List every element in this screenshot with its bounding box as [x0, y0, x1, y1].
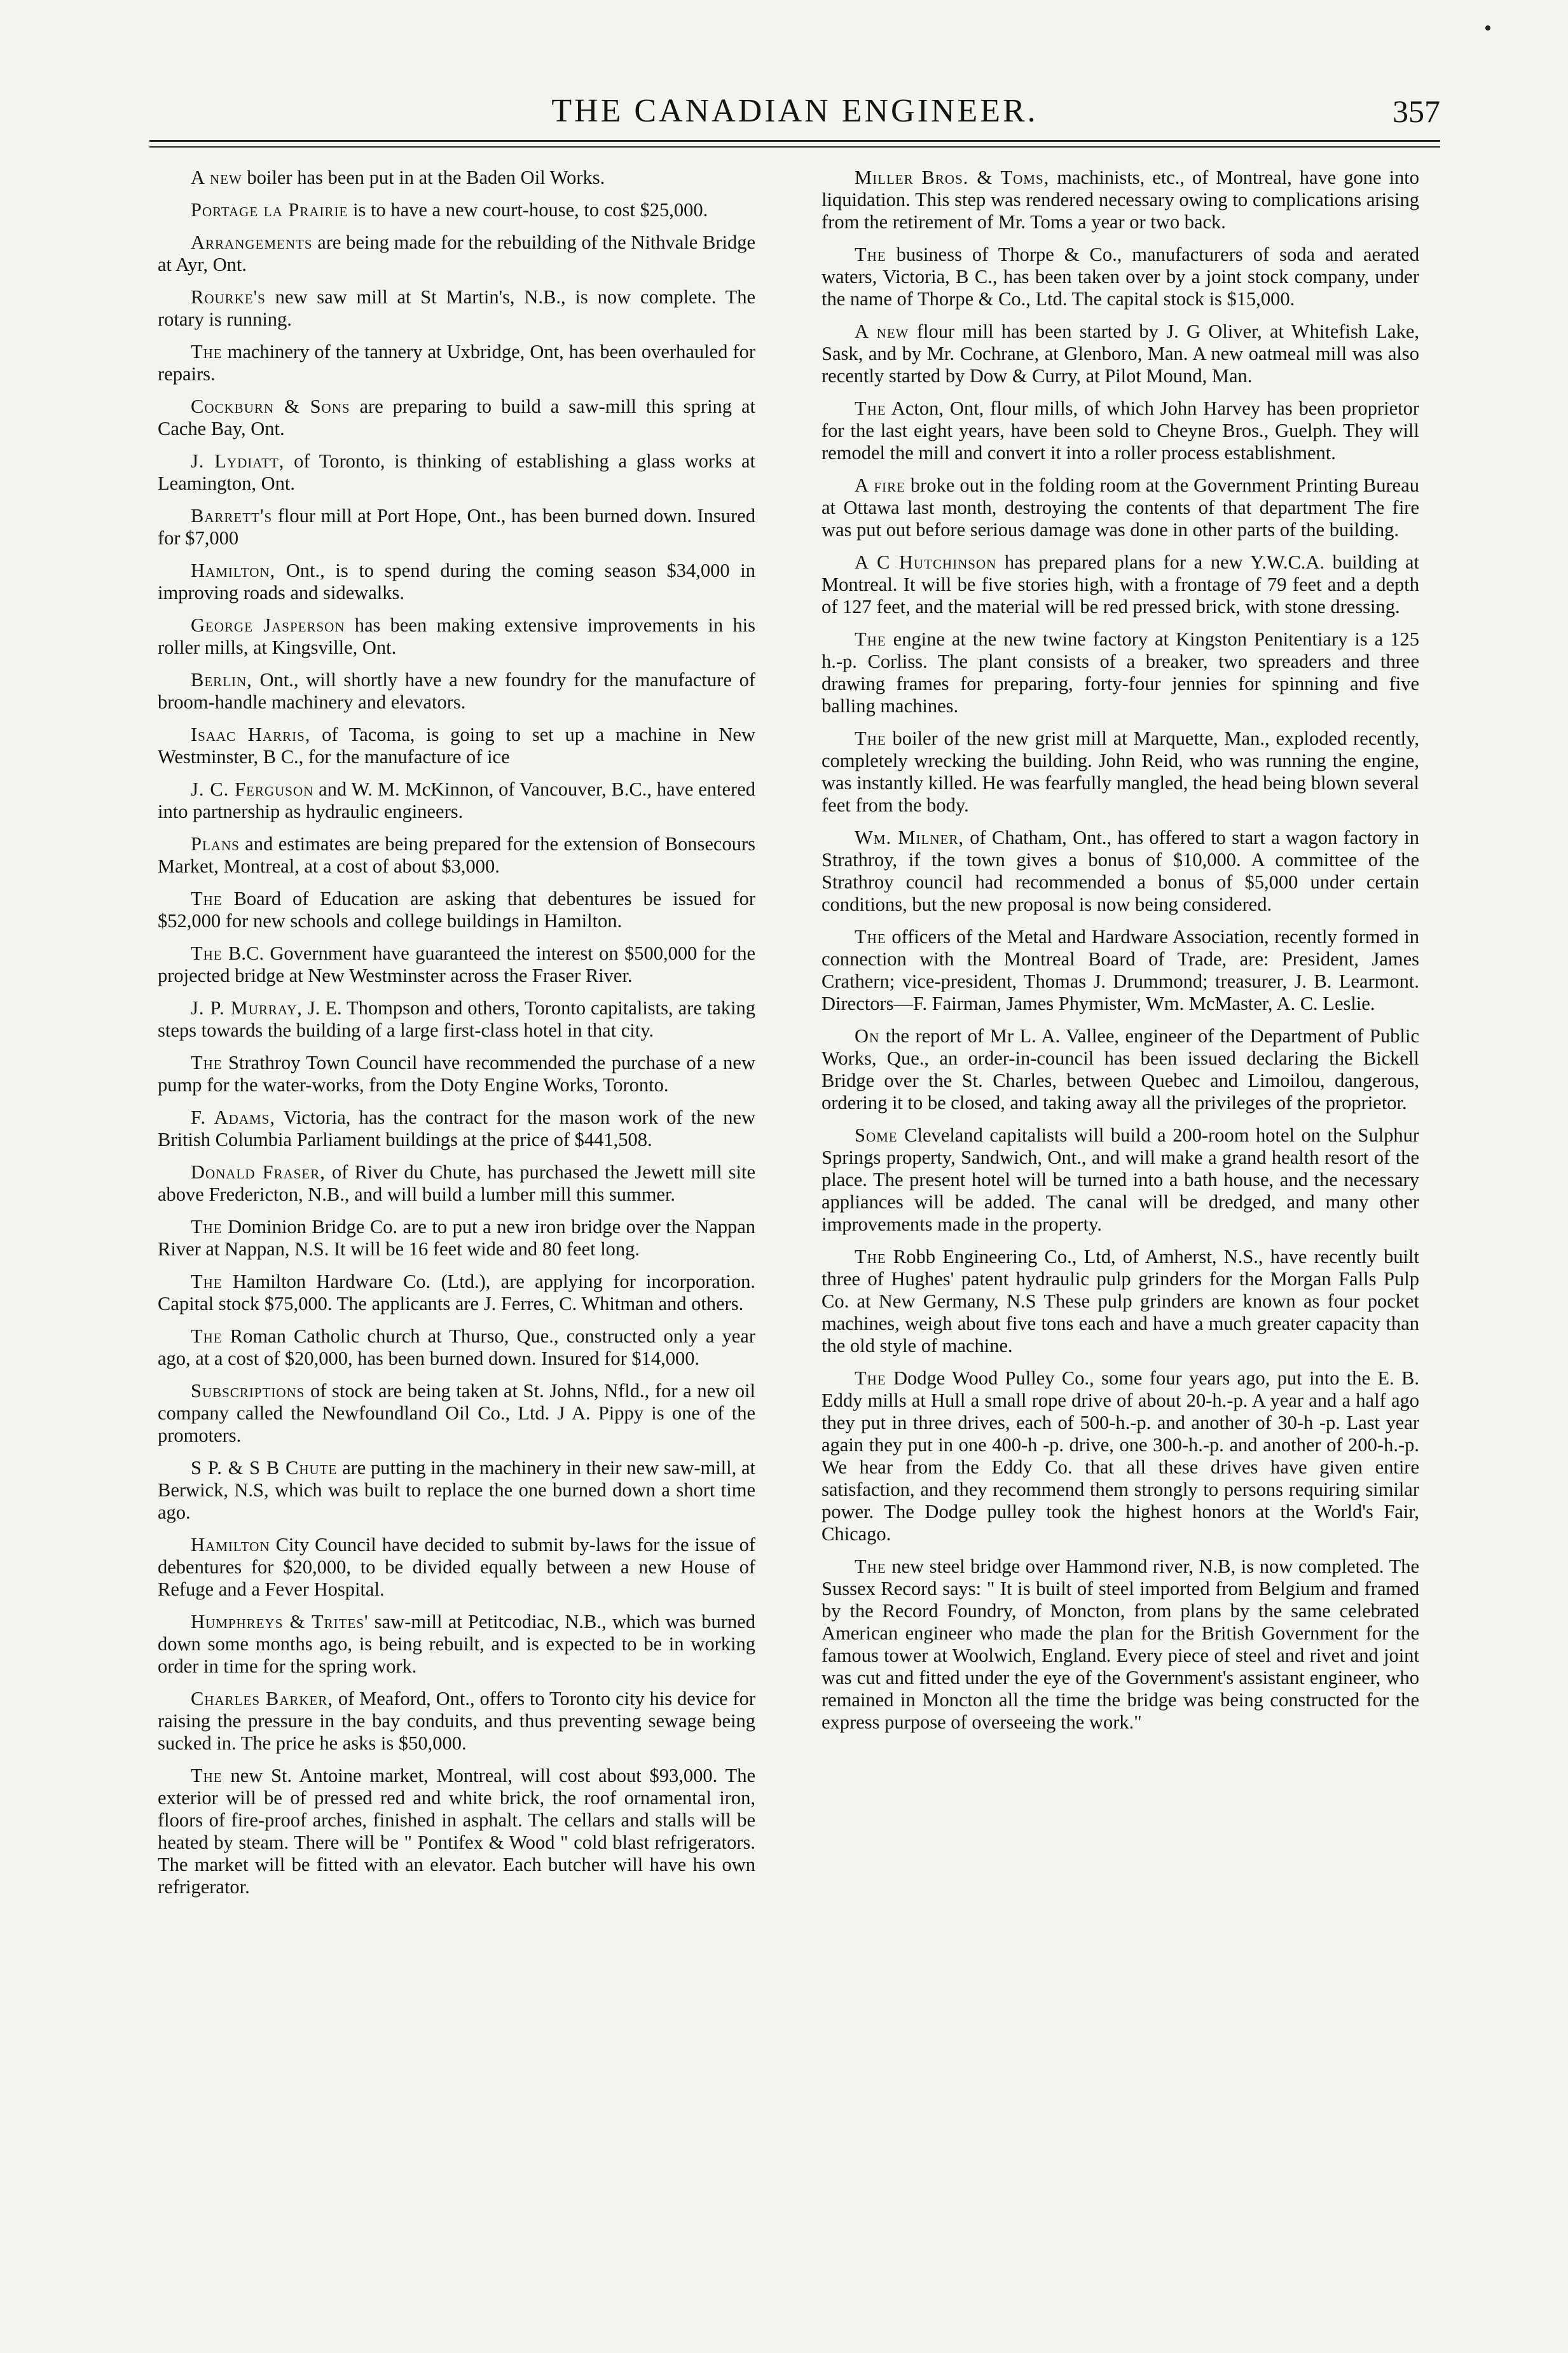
news-item-lead: Hamilton	[191, 1534, 270, 1556]
news-item-lead: A C Hutchinson	[855, 551, 997, 573]
news-item-lead: Subscriptions	[191, 1380, 305, 1402]
news-item	[158, 396, 755, 440]
news-item	[822, 321, 1419, 387]
news-item-text: the report of Mr L. A. Vallee, engineer of the Department of Public Works, Que., an order-in-council has been issued declaring the Bickell Bridge over the St. Charles, between Quebec and Limoilou, dangerous, ordering it to be closed, and taking away all the privileges of the proprietor.	[822, 1025, 1419, 1114]
news-item	[158, 778, 755, 823]
news-item-lead: F. Adams,	[191, 1107, 275, 1128]
news-item	[158, 505, 755, 549]
news-item-text: of Meaford, Ont., offers to Toronto city his device for raising the pressure in the bay conduits, and thus preventing sewage being sucked in. The price he asks is $50,000.	[158, 1688, 755, 1754]
news-item-lead: The	[855, 1246, 886, 1267]
page-number: 357	[1393, 93, 1440, 129]
news-item	[158, 1611, 755, 1678]
news-item-lead: Wm. Milner,	[855, 827, 964, 848]
news-item-text: officers of the Metal and Hardware Association, recently formed in connection with the Montreal Board of Trade, are: President, James Crathern; vice-president, Thomas J. Drummond; treasurer, J. B. Learmont. Directors—F. Fairman, James Phymister, Wm. McMaster, A. C. Leslie.	[822, 926, 1419, 1014]
news-item-text: machinists, etc., of Montreal, have gone into liquidation. This step was rendered necessary owing to complications arising from the retirement of Mr. Toms a year or two back.	[822, 167, 1419, 233]
news-item-text: flour mill at Port Hope, Ont., has been burned down. Insured for $7,000	[158, 505, 755, 549]
news-item	[158, 341, 755, 385]
news-item-text: J. E. Thompson and others, Toronto capitalists, are taking steps towards the building of a large first-class hotel in that city.	[158, 997, 756, 1041]
news-item	[158, 286, 755, 331]
news-item-lead: George Jasperson	[191, 614, 345, 636]
news-item	[158, 167, 755, 189]
news-item-text: Ont., is to spend during the coming season $34,000 in improving roads and sidewalks.	[158, 560, 755, 604]
news-item	[158, 833, 755, 878]
news-item	[158, 888, 755, 932]
news-item	[822, 926, 1419, 1015]
news-item	[158, 1271, 755, 1315]
news-item-text: of Chatham, Ont., has offered to start a wagon factory in Strathroy, if the town gives a bonus of $10,000. A committee of the Strathroy council had recommended a bonus of $5,000 under certain conditions, but the new proposal is now being considered.	[822, 827, 1419, 915]
news-item-lead: The	[855, 1556, 886, 1577]
news-item-lead: The	[855, 728, 886, 749]
news-item-text: of stock are being taken at St. Johns, Nfld., for a new oil company called the Newfoundland Oil Co., Ltd. J A. Pippy is one of the promoters.	[158, 1380, 755, 1446]
news-item-lead: Arrangements	[191, 231, 313, 253]
news-item-lead: Barrett's	[191, 505, 273, 527]
news-item-lead: The	[191, 1765, 223, 1786]
news-item	[822, 167, 1419, 233]
news-item-lead: Donald Fraser,	[191, 1161, 326, 1183]
news-item-lead: Hamilton,	[191, 560, 276, 581]
news-item-lead: The	[191, 1216, 223, 1238]
news-item-lead: The	[191, 1325, 223, 1347]
news-item-text: Cleveland capitalists will build a 200-room hotel on the Sulphur Springs property, Sandwich, Ont., and will make a grand health resort of the place. The present hotel will be turned into a bath house, and the necessary appliances will be added. The canal will be dredged, and many other improvements made in the property.	[822, 1124, 1419, 1235]
news-item	[822, 1367, 1419, 1545]
news-item-text: new St. Antoine market, Montreal, will cost about $93,000. The exterior will be of pressed red and white brick, the roof ornamental iron, floors of fire-proof arches, finished in asphalt. The cellars and stalls will be heated by steam. There will be " Pontifex & Wood " cold blast refrigerators. The market will be fitted with an elevator. Each butcher will have his own refrigerator.	[158, 1765, 755, 1898]
news-item-text: are preparing to build a saw-mill this spring at Cache Bay, Ont.	[158, 396, 755, 439]
news-item	[158, 1765, 755, 1898]
news-item-lead: Isaac Harris,	[191, 724, 311, 745]
news-item	[822, 1246, 1419, 1357]
news-item-lead: Charles Barker,	[191, 1688, 334, 1709]
news-item-text: boiler of the new grist mill at Marquette, Man., exploded recently, completely wrecking the building. John Reid, who was running the engine, was instantly killed. He was fearfully mangled, the head being blown several feet from the body.	[822, 728, 1419, 816]
news-item	[158, 1534, 755, 1601]
left-column	[158, 167, 755, 1908]
news-item	[158, 1216, 755, 1260]
news-item	[158, 1107, 755, 1151]
news-item-text: is to have a new court-house, to cost $25,000.	[348, 199, 708, 221]
news-item-lead: Berlin,	[191, 669, 252, 691]
news-item	[158, 1457, 755, 1524]
news-item-text: saw-mill at Petitcodiac, N.B., which was burned down some months ago, is being rebuilt, and is expected to be in working order in time for the spring work.	[158, 1611, 755, 1677]
news-item-text: Robb Engineering Co., Ltd, of Amherst, N.S., have recently built three of Hughes' patent hydraulic pulp grinders for the Morgan Falls Pulp Co. at New Germany, N.S These pulp grinders are known as four pocket machines, weigh about five tons each and have a much greater capacity than the old style of machine.	[822, 1246, 1419, 1356]
news-item-text: has prepared plans for a new Y.W.C.A. building at Montreal. It will be five stories high, with a frontage of 79 feet and a depth of 127 feet, and the material will be red pressed brick, with stone dressing.	[822, 551, 1419, 618]
news-item-lead: The	[855, 1367, 886, 1389]
news-item	[822, 397, 1419, 464]
news-item	[158, 560, 755, 604]
news-item	[822, 1124, 1419, 1236]
news-item	[158, 1052, 755, 1096]
news-item-text: engine at the new twine factory at Kingston Penitentiary is a 125 h.-p. Corliss. The plant consists of a breaker, two spreaders and three drawing frames for preparing, forty-four jennies for spinning and five balling machines.	[822, 628, 1419, 717]
news-item	[822, 628, 1419, 717]
news-item-text: are being made for the rebuilding of the Nithvale Bridge at Ayr, Ont.	[158, 231, 755, 275]
news-item-text: broke out in the folding room at the Government Printing Bureau at Ottawa last month, destroying the contents of that department The fire was put out before serious damage was done in other parts of the building.	[822, 474, 1419, 541]
news-item-text: Board of Education are asking that debentures be issued for $52,000 for new schools and college buildings in Hamilton.	[158, 888, 755, 932]
news-item	[158, 669, 755, 714]
news-item-text: Victoria, has the contract for the mason work of the new British Columbia Parliament buildings at the price of $441,508.	[158, 1107, 756, 1150]
news-item-lead: Rourke's	[191, 286, 266, 308]
news-item	[822, 551, 1419, 618]
news-item-text: boiler has been put in at the Baden Oil Works.	[242, 167, 605, 188]
news-item	[158, 1688, 755, 1755]
header-rule	[149, 140, 1440, 148]
margin-dot: •	[1484, 17, 1492, 40]
news-item-text: Strathroy Town Council have recommended the purchase of a new pump for the water-works, from the Doty Engine Works, Toronto.	[158, 1052, 755, 1096]
right-column	[822, 167, 1419, 1744]
news-item-lead: The	[855, 244, 886, 265]
news-item-lead: The	[191, 1052, 223, 1073]
news-item-text: City Council have decided to submit by-laws for the issue of debentures for $20,000, to be divided equally between a new House of Refuge and a Fever Hospital.	[158, 1534, 755, 1600]
news-item	[158, 231, 755, 276]
news-item	[158, 1161, 755, 1206]
news-item-lead: J. P. Murray,	[191, 997, 303, 1019]
news-item	[158, 199, 755, 221]
news-item-text: machinery of the tannery at Uxbridge, Ont, has been overhauled for repairs.	[158, 341, 755, 385]
news-item-lead: Cockburn & Sons	[191, 396, 350, 417]
news-item-lead: A new	[855, 321, 909, 342]
news-item	[822, 474, 1419, 541]
news-item-text: Dominion Bridge Co. are to put a new iron bridge over the Nappan River at Nappan, N.S. It will be 16 feet wide and 80 feet long.	[158, 1216, 755, 1260]
news-item-lead: J. C. Ferguson	[191, 778, 314, 800]
news-item-text: business of Thorpe & Co., manufacturers of soda and aerated waters, Victoria, B C., has been taken over by a joint stock company, under the name of Thorpe & Co., Ltd. The capital stock is $15,000.	[822, 244, 1419, 310]
news-item-text: new steel bridge over Hammond river, N.B, is now completed. The Sussex Record says: " It is built of steel imported from Belgium and framed by the Record Foundry, of Moncton, from plans by the same celebrated American engineer who made the plan for the British Government for the famous tower at Woolwich, England. Every piece of steel and rivet and joint was cut and fitted under the eye of the Government's assistant engineer, who remained in Moncton all the time the bridge was being constructed for the express purpose of overseeing the work."	[822, 1556, 1419, 1733]
news-item-text: Acton, Ont, flour mills, of which John Harvey has been proprietor for the last eight years, have been sold to Cheyne Bros., Guelph. They will remodel the mill and convert it into a roller process establishment.	[822, 397, 1419, 464]
news-item-lead: The	[191, 1271, 223, 1292]
news-item	[158, 997, 755, 1042]
news-item	[822, 244, 1419, 310]
news-item	[158, 614, 755, 659]
news-item	[822, 728, 1419, 817]
news-item	[158, 942, 755, 987]
news-item-text: and W. M. McKinnon, of Vancouver, B.C., have entered into partnership as hydraulic engineers.	[158, 778, 755, 822]
page-header	[149, 89, 1440, 140]
news-item-text: of Toronto, is thinking of establishing a glass works at Leamington, Ont.	[158, 450, 756, 494]
news-item-lead: The	[855, 628, 886, 650]
news-item-text: and estimates are being prepared for the extension of Bonsecours Market, Montreal, at a cost of about $3,000.	[158, 833, 755, 877]
news-item-lead: Plans	[191, 833, 240, 855]
news-item-lead: The	[191, 942, 223, 964]
news-item-text: Roman Catholic church at Thurso, Que., constructed only a year ago, at a cost of $20,000, has been burned down. Insured for $14,000.	[158, 1325, 755, 1369]
news-item-text: Ont., will shortly have a new foundry for the manufacture of broom-handle machinery and elevators.	[158, 669, 755, 713]
news-item-lead: A new	[191, 167, 242, 188]
news-item-text: new saw mill at St Martin's, N.B., is now complete. The rotary is running.	[158, 286, 755, 330]
news-item-lead: The	[855, 926, 886, 948]
news-item-text: flour mill has been started by J. G Oliver, at Whitefish Lake, Sask, and by Mr. Cochrane, at Glenboro, Man. A new oatmeal mill was also recently started by Dow & Curry, at Pilot Mound, Man.	[822, 321, 1419, 387]
news-item-text: of River du Chute, has purchased the Jewett mill site above Fredericton, N.B., and will build a lumber mill this summer.	[158, 1161, 755, 1205]
news-item-lead: The	[191, 888, 223, 909]
news-item	[158, 450, 755, 495]
news-item	[158, 1325, 755, 1370]
news-item-lead: Miller Bros. & Toms,	[855, 167, 1050, 188]
news-item-lead: The	[191, 341, 223, 362]
running-title: THE CANADIAN ENGINEER.	[551, 93, 1038, 129]
news-item	[822, 827, 1419, 916]
news-item	[158, 724, 755, 768]
news-item	[822, 1556, 1419, 1734]
news-item	[158, 1380, 755, 1447]
news-item-text: has been making extensive improvements in his roller mills, at Kingsville, Ont.	[158, 614, 755, 658]
news-item-text: of Tacoma, is going to set up a machine in New Westminster, B C., for the manufacture of ice	[158, 724, 755, 768]
news-item-text: B.C. Government have guaranteed the interest on $500,000 for the projected bridge at New Westminster across the Fraser River.	[158, 942, 755, 986]
news-item-lead: S P. & S B Chute	[191, 1457, 338, 1479]
news-item-lead: Humphreys & Trites'	[191, 1611, 369, 1632]
news-item-lead: On	[855, 1025, 880, 1047]
news-item-lead: A fire	[855, 474, 905, 496]
news-item-text: are putting in the machinery in their new saw-mill, at Berwick, N.S, which was built to replace the one burned down a short time ago.	[158, 1457, 756, 1523]
news-item-text: Hamilton Hardware Co. (Ltd.), are applying for incorporation. Capital stock $75,000. The applicants are J. Ferres, C. Whitman and others.	[158, 1271, 755, 1315]
news-item	[822, 1025, 1419, 1114]
news-item-lead: Portage la Prairie	[191, 199, 348, 221]
news-item-text: Dodge Wood Pulley Co., some four years ago, put into the E. B. Eddy mills at Hull a small rope drive of about 20-h.-p. A year and a half ago they put in three drives, each of 500-h.-p. and another of 30-h -p. Last year again they put in one 400-h -p. drive, one 300-h.-p. and another of 200-h.-p. We hear from the Eddy Co. that all these drives have given entire satisfaction, and they recommend them strongly to persons requiring similar power. The Dodge pulley took the highest honors at the World's Fair, Chicago.	[822, 1367, 1419, 1545]
news-item-lead: Some	[855, 1124, 898, 1146]
news-item-lead: The	[855, 397, 886, 419]
news-item-lead: J. Lydiatt,	[191, 450, 285, 472]
